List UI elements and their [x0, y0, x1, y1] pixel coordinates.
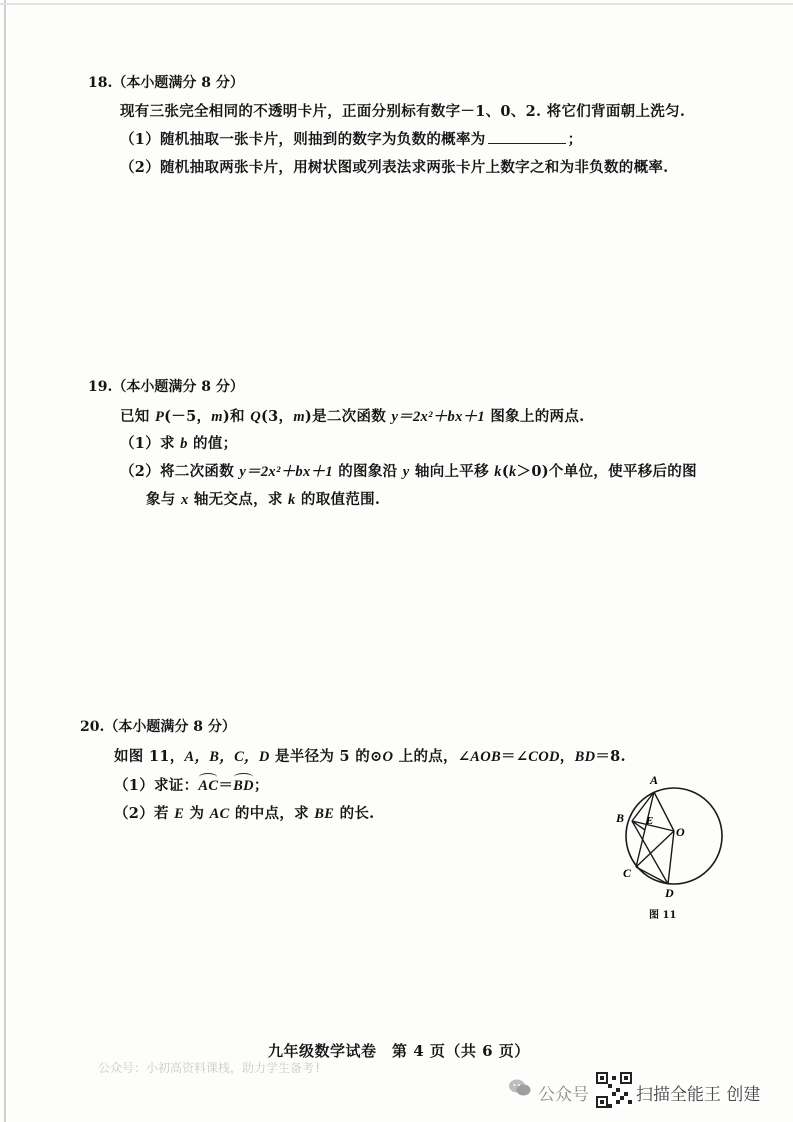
math-var: y: [402, 464, 410, 480]
arc-bd: BD: [233, 778, 254, 794]
text: 图象上的两点.: [484, 408, 585, 425]
math-var: BD: [574, 749, 596, 765]
text: 的长.: [334, 805, 375, 822]
text: 上的点，∠: [393, 748, 471, 765]
math-var: AC: [209, 806, 230, 822]
math-var: Q: [250, 409, 261, 425]
text: 的图象沿: [332, 463, 403, 480]
q20-header: 20.（本小题满分 8 分）: [80, 719, 236, 735]
text: 的取值范围.: [295, 491, 381, 508]
label-b: B: [616, 811, 625, 825]
q18-part1-end: ；: [567, 131, 583, 148]
math-expression: y＝2x²＋bx＋1: [391, 409, 485, 425]
text: ，: [559, 748, 575, 765]
q18-part2: （2）随机抽取两张卡片，用树状图或列表法求两张卡片上数字之和为非负数的概率.: [120, 159, 669, 176]
label-a: A: [650, 773, 659, 787]
qr-code: [596, 1072, 632, 1108]
math-var: O: [382, 749, 394, 765]
segment-ao: [654, 792, 674, 831]
watermark-text: 公众号：小初高资料课栈，助力学生备考!: [98, 1061, 322, 1075]
text: （2）将二次函数: [120, 463, 240, 480]
text: （1）求: [120, 435, 181, 452]
q19-part2: [120, 460, 697, 481]
wechat-label: 公众号: [538, 1085, 589, 1105]
wechat-icon: [508, 1078, 532, 1098]
math-expression: y＝2x²＋bx＋1: [239, 464, 333, 480]
label-e: E: [646, 815, 654, 827]
text: 轴无交点，求: [188, 491, 289, 508]
answer-blank[interactable]: [488, 131, 566, 144]
wechat-watermark: [508, 1072, 783, 1112]
arc-ac: AC: [198, 778, 219, 794]
text: 如图 11，: [114, 748, 185, 765]
text: 的中点，求: [229, 805, 315, 822]
text: 的值；: [187, 435, 238, 452]
math-var: x: [180, 492, 189, 508]
page-footer: 九年级数学试卷 第 4 页（共 6 页）: [268, 1042, 530, 1060]
text: )和: [222, 408, 251, 425]
label-c: C: [623, 866, 632, 880]
page-edge-left: [4, 0, 6, 1122]
text: ＞0)个单位，使平移后的图: [516, 463, 697, 480]
label-o: O: [676, 825, 685, 839]
text: （2）若: [114, 805, 175, 822]
math-var: E: [174, 806, 185, 822]
text: ＝8.: [595, 748, 626, 765]
math-var: COD: [528, 749, 560, 765]
text: ＝: [218, 777, 234, 794]
math-var: BE: [314, 806, 335, 822]
math-var: A，B，C，D: [184, 749, 270, 765]
text: 为: [184, 805, 210, 822]
math-var: b: [180, 436, 188, 452]
math-var: k: [288, 492, 296, 508]
text: 是半径为 5 的⊙: [269, 748, 383, 765]
text: ＝∠: [501, 748, 529, 765]
q19-stem: [120, 405, 584, 426]
page-edge-top: [0, 3, 793, 5]
q18-stem: 现有三张完全相同的不透明卡片，正面分别标有数字－1、0、2. 将它们背面朝上洗匀.: [120, 103, 686, 120]
math-var: AOB: [470, 749, 502, 765]
q20-part2: [114, 802, 375, 823]
text: 已知: [120, 408, 155, 425]
q19-header: 19.（本小题满分 8 分）: [88, 379, 244, 395]
q20-part1: [114, 774, 269, 795]
math-var: m: [211, 409, 223, 425]
circle-figure: [606, 768, 746, 908]
text: (3，: [260, 408, 294, 425]
segment-do: [668, 831, 674, 884]
q20-stem: [114, 745, 626, 766]
math-var: k: [494, 464, 502, 480]
q19-part2-cont: [146, 488, 380, 509]
text: （1）求证：: [114, 777, 199, 794]
math-var: P: [154, 409, 165, 425]
text: )是二次函数: [304, 408, 392, 425]
q18-header: 18.（本小题满分 8 分）: [88, 75, 244, 91]
q18-part1-text: （1）随机抽取一张卡片，则抽到的数字为负数的概率为: [120, 131, 486, 148]
text: (: [501, 463, 509, 480]
text: 象与: [146, 491, 181, 508]
text: 轴向上平移: [409, 463, 495, 480]
q19-part1: [120, 432, 237, 453]
math-var: m: [293, 409, 305, 425]
text: (－5，: [164, 408, 212, 425]
q18-part1: [120, 128, 582, 149]
figure-caption: 图 11: [649, 910, 677, 921]
label-d: D: [665, 886, 674, 900]
math-var: k: [508, 464, 517, 480]
scanner-label: 扫描全能王 创建: [636, 1080, 760, 1105]
text: ；: [253, 777, 269, 794]
